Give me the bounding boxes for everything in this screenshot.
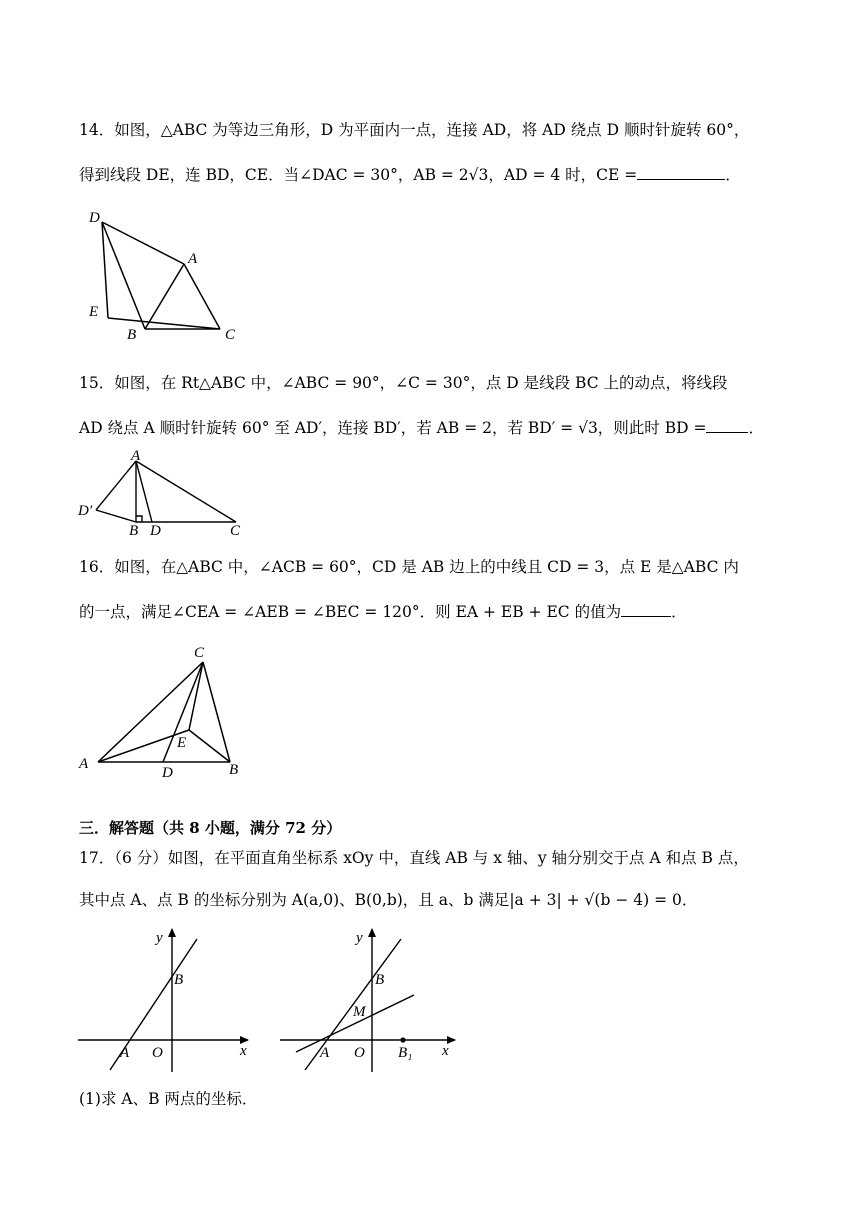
q17-sub-question-1: (1)求 A、B 两点的坐标． bbox=[79, 1090, 258, 1108]
q17-figure-2 bbox=[276, 925, 466, 1075]
q16-label-B: B bbox=[229, 762, 239, 778]
q16-label-D: D bbox=[162, 765, 173, 781]
q17-fig1-label-A: A bbox=[120, 1045, 130, 1061]
q16-line-2 bbox=[79, 602, 687, 622]
q17-fig2-label-O: O bbox=[354, 1045, 365, 1061]
q17-fig2-label-M: M bbox=[353, 1004, 366, 1020]
q17-fig2-label-x: x bbox=[442, 1043, 449, 1059]
q15-answer-blank[interactable] bbox=[706, 418, 748, 433]
q15-line-2-end: ． bbox=[748, 419, 764, 437]
q15-label-C: C bbox=[230, 523, 241, 539]
q15-label-A: A bbox=[131, 448, 141, 464]
q17-fig2-point-B1 bbox=[400, 1037, 405, 1042]
q14-line-2-end: ． bbox=[725, 166, 741, 184]
q17-fig1-label-O: O bbox=[152, 1045, 163, 1061]
q14-label-A: A bbox=[188, 251, 198, 267]
q16-line-1: 16．如图，在△ABC 中，∠ACB = 60°，CD 是 AB 边上的中线且 CD = 3，点 E 是△ABC 内 bbox=[79, 558, 739, 576]
q17-fig2-label-B: B bbox=[375, 972, 385, 988]
q14-answer-blank[interactable] bbox=[637, 165, 725, 180]
q17-line-2: 其中点 A、点 B 的坐标分别为 A(a,0)、B(0,b)，且 a、b 满足|a + 3| + √(b − 4) = 0． bbox=[79, 891, 698, 909]
section-3-heading: 三．解答题（共 8 小题，满分 72 分） bbox=[79, 819, 342, 837]
q16-answer-blank[interactable] bbox=[621, 602, 671, 617]
q14-label-C: C bbox=[225, 327, 236, 343]
q17-fig1-label-B: B bbox=[174, 972, 184, 988]
q17-figure-1 bbox=[76, 925, 256, 1075]
q14-figure bbox=[80, 205, 250, 345]
q15-label-B: B bbox=[129, 523, 139, 539]
q16-line-2-text: 的一点，满足∠CEA = ∠AEB = ∠BEC = 120°．则 EA + EB + EC 的值为 bbox=[79, 603, 622, 621]
q17-fig2-label-y: y bbox=[356, 930, 363, 946]
q15-line-2-text: AD 绕点 A 顺时针旋转 60° 至 AD′，连接 BD′，若 AB = 2，若 BD′ = √3，则此时 BD = bbox=[79, 419, 707, 437]
q14-label-B: B bbox=[127, 327, 137, 343]
q15-line-1: 15．如图，在 Rt△ABC 中，∠ABC = 90°，∠C = 30°，点 D 是线段 BC 上的动点，将线段 bbox=[79, 374, 728, 392]
q17-fig1-label-x: x bbox=[240, 1043, 247, 1059]
q15-line-2 bbox=[79, 418, 764, 438]
q16-label-C: C bbox=[194, 645, 205, 661]
q14-line-1: 14．如图，△ABC 为等边三角形，D 为平面内一点，连接 AD，将 AD 绕点 D 顺时针旋转 60°， bbox=[79, 121, 750, 139]
q14-line-2-text: 得到线段 DE，连 BD，CE．当∠DAC = 30°，AB = 2√3，AD = 4 时，CE = bbox=[79, 166, 638, 184]
q16-label-A: A bbox=[79, 756, 89, 772]
q14-line-2 bbox=[79, 165, 741, 185]
q17-fig2-label-B1: B₁ bbox=[398, 1045, 413, 1061]
q15-figure bbox=[76, 446, 246, 538]
q16-label-E: E bbox=[177, 735, 187, 751]
q14-label-E: E bbox=[89, 304, 99, 320]
q15-label-D-prime: D′ bbox=[78, 503, 93, 519]
q17-fig2-label-A: A bbox=[320, 1045, 330, 1061]
q15-label-D: D bbox=[150, 523, 161, 539]
q17-fig1-label-y: y bbox=[156, 930, 163, 946]
q14-label-D: D bbox=[89, 210, 100, 226]
q16-line-2-end: ． bbox=[671, 603, 687, 621]
q17-line-1: 17．（6 分）如图，在平面直角坐标系 xOy 中，直线 AB 与 x 轴、y 轴分别交于点 A 和点 B 点， bbox=[79, 849, 749, 867]
q16-figure bbox=[76, 640, 246, 780]
